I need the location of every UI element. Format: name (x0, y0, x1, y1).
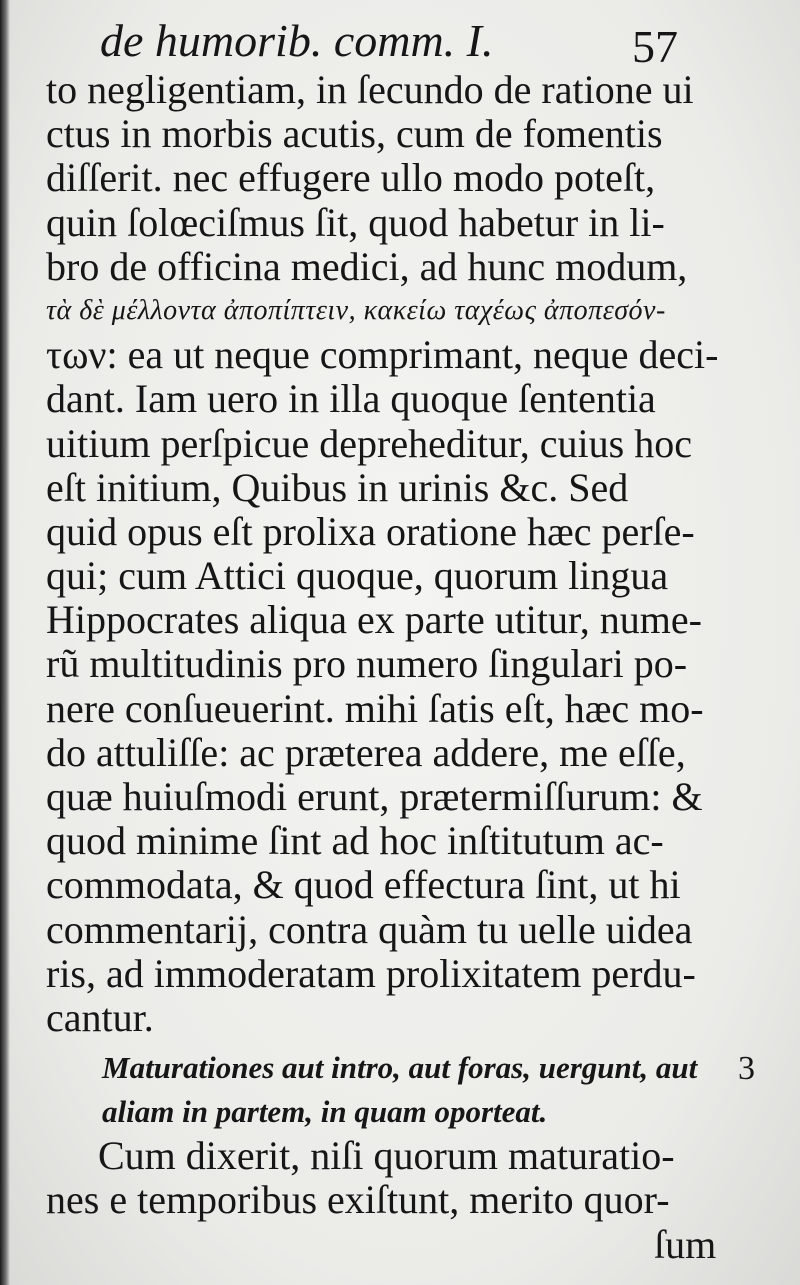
lemma-line: aliam in partem, in quam oporteat. (102, 1094, 548, 1130)
text-line: diſſerit. nec effugere ullo modo poteſt, (46, 156, 656, 201)
main-text-block (46, 68, 726, 1267)
text-line: cantur. (46, 995, 154, 1040)
text-line: quæ huiuſmodi erunt, prætermiſſurum: & (46, 775, 703, 819)
page-number: 57 (632, 21, 678, 72)
text-line: quid opus eſt prolixa oratione hæc perſe- (46, 509, 695, 554)
text-line: commodata, & quod effectura ſint, ut hi (46, 863, 681, 908)
text-line: dant. Iam uero in illa quoque ſententia (46, 377, 656, 422)
text-line: to negligentiam, in ſecundo de ratione ui (46, 68, 694, 112)
text-line: quod minime ſint ad hoc inſtitutum ac- (46, 819, 664, 864)
commentary-line: nes e temporibus exiſtunt, merito quor- (46, 1178, 670, 1223)
text-line: eſt initium, Quibus in urinis &c. Sed (46, 465, 629, 510)
text-line: nere conſueuerint. mihi ſatis eſt, hæc mo- (46, 686, 704, 731)
text-line: των: ea ut neque comprimant, neque deci- (46, 333, 719, 378)
text-line: bro de officina medici, ad hunc modum, (46, 244, 688, 289)
lemma-line: Maturationes aut intro, aut foras, uergunt, aut (102, 1050, 698, 1086)
text-line: commentarij, contra quàm tu uelle uidea (46, 907, 693, 952)
text-line: Hippocrates aliqua ex parte utitur, nume- (46, 598, 702, 643)
catchword: ſum (654, 1222, 717, 1267)
page-gutter-shadow (0, 0, 10, 1285)
text-line: ctus in morbis acutis, cum de fomentis (46, 112, 663, 157)
commentary-line: Cum dixerit, niſi quorum maturatio- (98, 1134, 675, 1179)
lemma-marginal-number: 3 (738, 1050, 755, 1087)
text-line: qui; cum Attici quoque, quorum lingua (46, 554, 669, 599)
text-line: uitium perſpicue depreheditur, cuius hoc (46, 421, 692, 466)
text-line: quin ſolœciſmus ſit, quod habetur in li- (46, 200, 665, 245)
running-head: de humorib. comm. I. (100, 15, 494, 66)
text-line: do attuliſſe: ac præterea addere, me eſſe, (46, 730, 686, 775)
greek-quotation-line: τὰ δὲ μέλλοντα ἀποπίπτειν, κακείω ταχέως ἀποπεσόν- (46, 294, 666, 326)
text-line: ris, ad immoderatam prolixitatem perdu- (46, 951, 696, 996)
text-line: rũ multitudinis pro numero ſingulari po- (46, 642, 688, 687)
